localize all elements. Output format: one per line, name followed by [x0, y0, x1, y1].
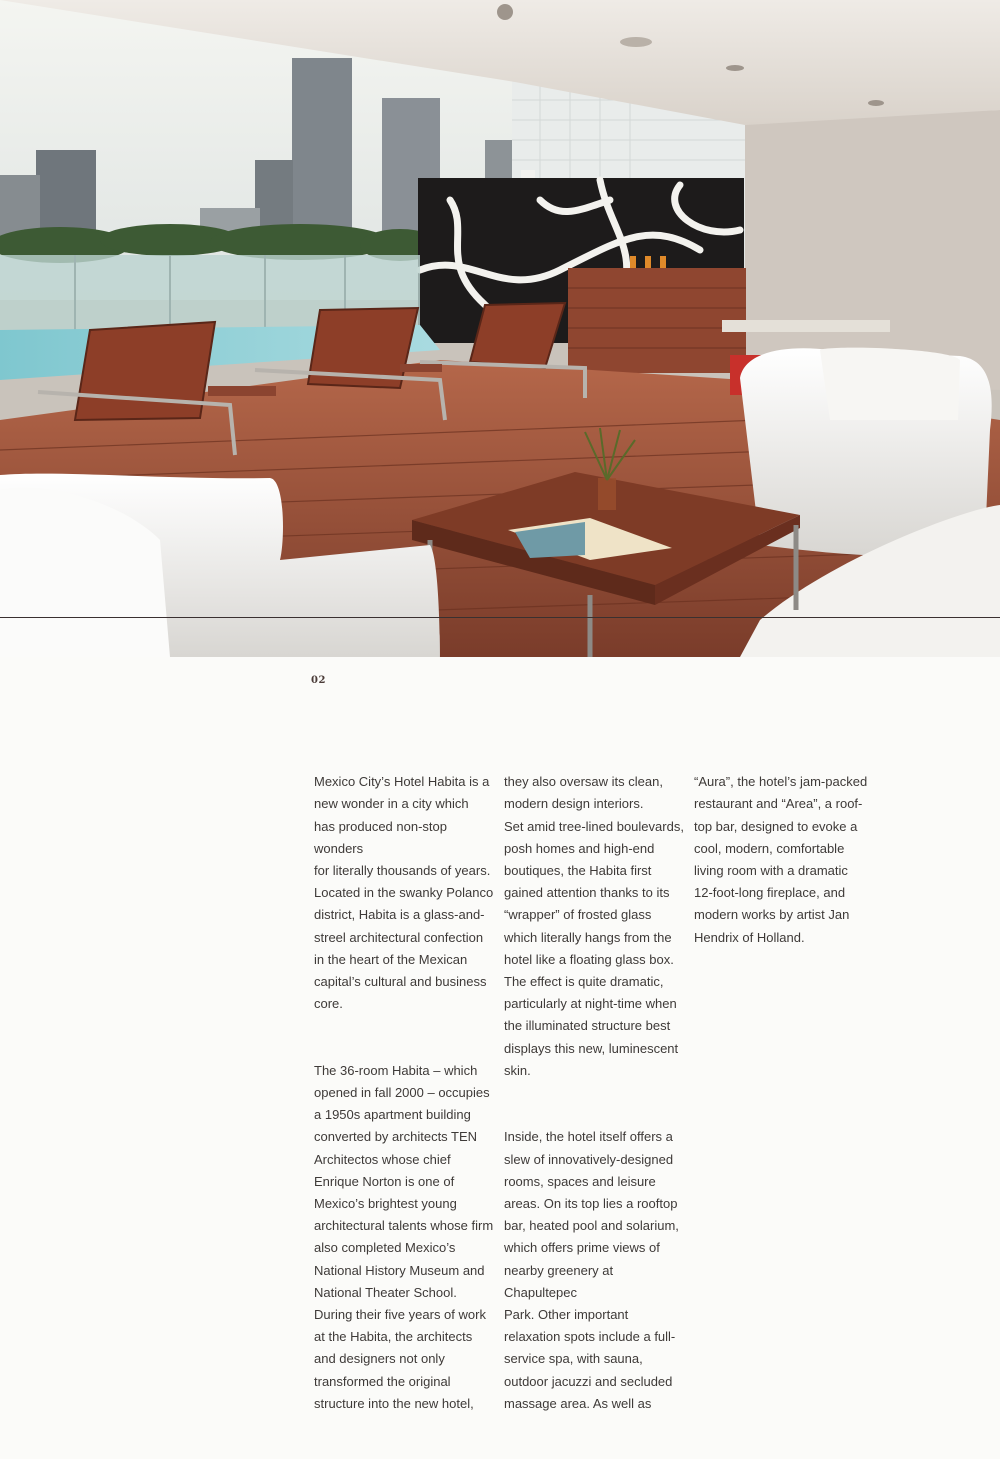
text-column-1 — [314, 749, 499, 1459]
paragraph: Mexico City’s Hotel Habita is a new wonder in a city which has produced non-stop wonders for literally thousands of years. Located in the swanky Polanco district, Habita is a glass-and- streel architectural confection in the heart of the Mexican capital’s cultural and business core. — [314, 774, 494, 1012]
page-number: 02 — [311, 675, 326, 686]
paragraph: they also oversaw its clean, modern design interiors. Set amid tree-lined boulevards, posh homes and high-end boutiques, the Habita first gained attention thanks to its “wrapper” of frosted glass which literally hangs from the hotel like a floating glass box. The effect is quite dramatic, particularly at night-time when the illuminated structure best displays this new, luminescent skin. — [504, 774, 684, 1078]
paragraph: The 36-room Habita – which opened in fall 2000 – occupies a 1950s apartment building converted by architects TEN Architectos whose chief Enrique Norton is one of Mexico’s brightest young architectural talents whose firm also completed Mexico’s National History Museum and National Theater School. During their five years of work at the Habita, the architects and designers not only transformed the original structure into the new hotel, — [314, 1062, 494, 1411]
paragraph: “Aura”, the hotel’s jam-packed restaurant and “Area”, a roof- top bar, designed to evoke a cool, modern, comfortable living room with a dramatic 12-foot-long fireplace, and modern works by artist Jan Hendrix of Holland. — [694, 774, 868, 945]
hotel-terrace-photo — [0, 0, 1000, 657]
paragraph: Inside, the hotel itself offers a slew of innovatively-designed rooms, spaces and leisure areas. On its top lies a rooftop bar, heated pool and solarium, which offers prime views of nearby greenery at Chapultepec Park. Other important relaxation spots include a full- service spa, with sauna, outdoor jacuzzi and secluded massage area. As well as — [504, 1129, 679, 1411]
text-column-3 — [694, 749, 879, 993]
text-column-2 — [504, 749, 689, 1459]
photo-divider-rule — [0, 617, 1000, 618]
